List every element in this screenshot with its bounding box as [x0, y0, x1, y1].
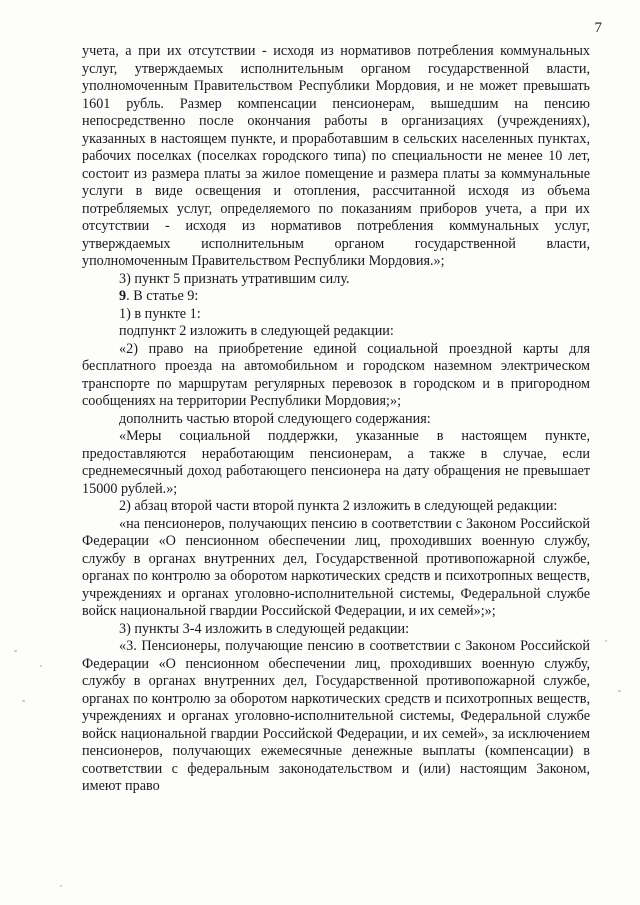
paragraph-travel-card: «2) право на приобретение единой социальной проездной карты для бесплатного проезда на автомобильном и городском наземном электрическом транспорте по маршрутам регулярных перевозок в городском и в пригородном сообщениях на территории Республики Мордовия;»; — [82, 340, 590, 409]
paragraph-item-2: 2) абзац второй части второй пункта 2 изложить в следующей редакции: — [119, 498, 558, 514]
paragraph-point-3: «3. Пенсионеры, получающие пенсию в соответствии с Законом Российской Федерации «О пенсионном обеспечении лиц, проходивших военную службу, службу в органах внутренних дел, Государственной противопожарной службе, органах по контролю за оборотом наркотических средств и психотропных веществ, учреждениях и органах уголовно-исполнительной системы, Федеральной службе войск национальной гвардии Российской Федерации, и их семей», за исключением пенсионеров, получающих ежемесячные денежные выплаты (компенсации) в соответствии с федеральным законодательством и (или) настоящим Законом, имеют право — [82, 638, 590, 794]
scan-speck — [22, 700, 25, 702]
article-heading-text: . В статье 9: — [126, 288, 199, 304]
paragraph-pensioners-law: «на пенсионеров, получающих пенсию в соответствии с Законом Российской Федерации «О пенсионном обеспечении лиц, проходивших военную службу, службу в органах внутренних дел, Государственной противопожарной службе, органах по контролю за оборотом наркотических средств и психотропных веществ, учреждениях и органах уголовно-исполнительной системы, Федеральной службе войск национальной гвардии Российской Федерации, и их семей»;»; — [82, 515, 590, 619]
paragraph-article-9-heading — [82, 288, 590, 306]
article-number: 9 — [119, 288, 127, 304]
page-number: 7 — [594, 20, 602, 36]
scan-speck — [605, 640, 607, 642]
paragraph-part-two-intro: дополнить частью второй следующего содержания: — [119, 410, 431, 427]
paragraph-subitem-2-intro: подпункт 2 изложить в следующей редакции: — [119, 323, 394, 339]
document-body — [82, 43, 590, 796]
paragraph-item-3-point-5: 3) пункт 5 признать утратившим силу. — [119, 270, 350, 287]
scan-speck — [40, 665, 42, 667]
scan-speck — [60, 885, 62, 887]
paragraph-compensation-size: учета, а при их отсутствии - исходя из нормативов потребления коммунальных услуг, утверждаемых исполнительным органом государственной власти, уполномоченным Правительством Республики Мордовия, и не может превышать 1601 рубль. Размер компенсации пенсионерам, вышедшим на пенсию непосредственно после окончания работы в организациях (учреждениях), указанных в настоящем пункте, и проработавшим в сельских населенных пунктах, рабочих поселках (поселках городского типа) по специальности не менее 10 лет, состоит из размера платы за жилое помещение и размера платы за коммунальные услуги в виде освещения и отопления, рассчитанной исходя из объема потребляемых услуг, определяемого по показаниям приборов учета, а при их отсутствии - исходя из нормативов потребления коммунальных услуг, утверждаемых исполнительным органом государственной власти, уполномоченным Правительством Республики Мордовия.»; — [82, 43, 590, 269]
scan-speck — [618, 690, 621, 692]
scan-speck — [14, 650, 17, 652]
paragraph-items-3-4: 3) пункты 3-4 изложить в следующей редакции: — [119, 620, 410, 637]
paragraph-item-1: 1) в пункте 1: — [119, 305, 201, 322]
paragraph-support-measures: «Меры социальной поддержки, указанные в настоящем пункте, предоставляются неработающим пенсионерам, а также в случае, если среднемесячный доход работающего пенсионера на дату обращения не превышает 15000 рублей.»; — [82, 428, 590, 497]
